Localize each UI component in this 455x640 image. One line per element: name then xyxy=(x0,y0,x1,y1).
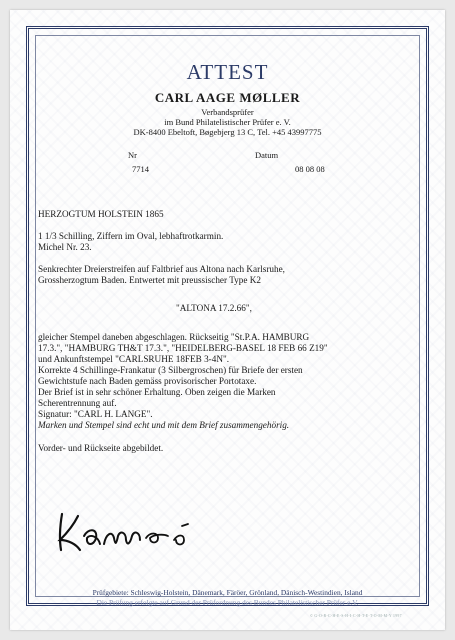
paragraph-line-2: 17.3.", "HAMBURG TH&T 17.3.", "HEIDELBERG-BASEL 18 FEB 66 Z19" xyxy=(38,343,328,353)
paragraph-line-4: Korrekte 4 Schillinge-Frankatur (3 Silbergroschen) für Briefe der ersten xyxy=(38,365,303,375)
signature-note: Signatur: "CARL H. LANGE". xyxy=(38,409,153,419)
datum-label: Datum xyxy=(255,150,279,160)
paragraph-line-3: und Ankunftstempel "CARLSRUHE 18FEB 3-4N". xyxy=(38,354,229,364)
paragraph-line-6: Der Brief ist in sehr schöner Erhaltung. Oben zeigen die Marken xyxy=(38,387,276,397)
handwritten-signature xyxy=(54,506,224,556)
cancel-text: "ALTONA 17.2.66", xyxy=(176,303,252,313)
cover-description-1: Senkrechter Dreierstreifen auf Faltbrief aus Altona nach Karlsruhe, xyxy=(38,264,285,274)
paragraph-line-7: Scherentrennung auf. xyxy=(38,398,117,408)
certificate-title: ATTEST xyxy=(186,60,269,84)
examiner-role: Verbandsprüfer xyxy=(201,107,254,117)
stamp-description: 1 1/3 Schilling, Ziffern im Oval, lebhaftrotkarmin. xyxy=(38,231,224,241)
examiner-association: im Bund Philatelistischer Prüfer e. V. xyxy=(164,117,291,127)
michel-number: Michel Nr. 23. xyxy=(38,242,92,252)
nr-label: Nr xyxy=(128,150,137,160)
paragraph-line-1: gleicher Stempel daneben abgeschlagen. Rückseitig "St.P.A. HAMBURG xyxy=(38,332,310,342)
paragraph-line-5: Gewichtstufe nach Baden gemäss provisorischer Portotaxe. xyxy=(38,376,257,386)
cover-description-2: Grossherzogtum Baden. Entwertet mit preussischer Type K2 xyxy=(38,275,261,285)
stamp-heading: HERZOGTUM HOLSTEIN 1865 xyxy=(38,209,164,219)
examiner-address: DK-8400 Ebeltoft, Bøgebjerg 13 C, Tel. +45 43997775 xyxy=(133,127,322,137)
security-microtext: © G-O-R-C-H-E-S-H-I-C-H-T-E-T-O-M-M-Y 1997 xyxy=(310,614,402,618)
examination-areas: Prüfgebiete: Schleswig-Holstein, Dänemark, Färöer, Grönland, Dänisch-Westindien, Island xyxy=(92,588,363,597)
certificate-content xyxy=(10,10,445,630)
examination-rules-note: Die Prüfung erfolgte auf Grund der Prüfordnung des Bundes Philatelistischer Prüfer e.V. xyxy=(96,598,359,607)
authenticity-statement: Marken und Stempel sind echt und mit dem Brief zusammengehörig. xyxy=(38,420,290,430)
examiner-name: CARL AAGE MØLLER xyxy=(154,90,301,105)
nr-value: 7714 xyxy=(132,164,149,174)
certificate-sheet xyxy=(10,10,445,630)
sides-note: Vorder- und Rückseite abgebildet. xyxy=(38,443,164,453)
datum-value: 08 08 08 xyxy=(295,164,325,174)
